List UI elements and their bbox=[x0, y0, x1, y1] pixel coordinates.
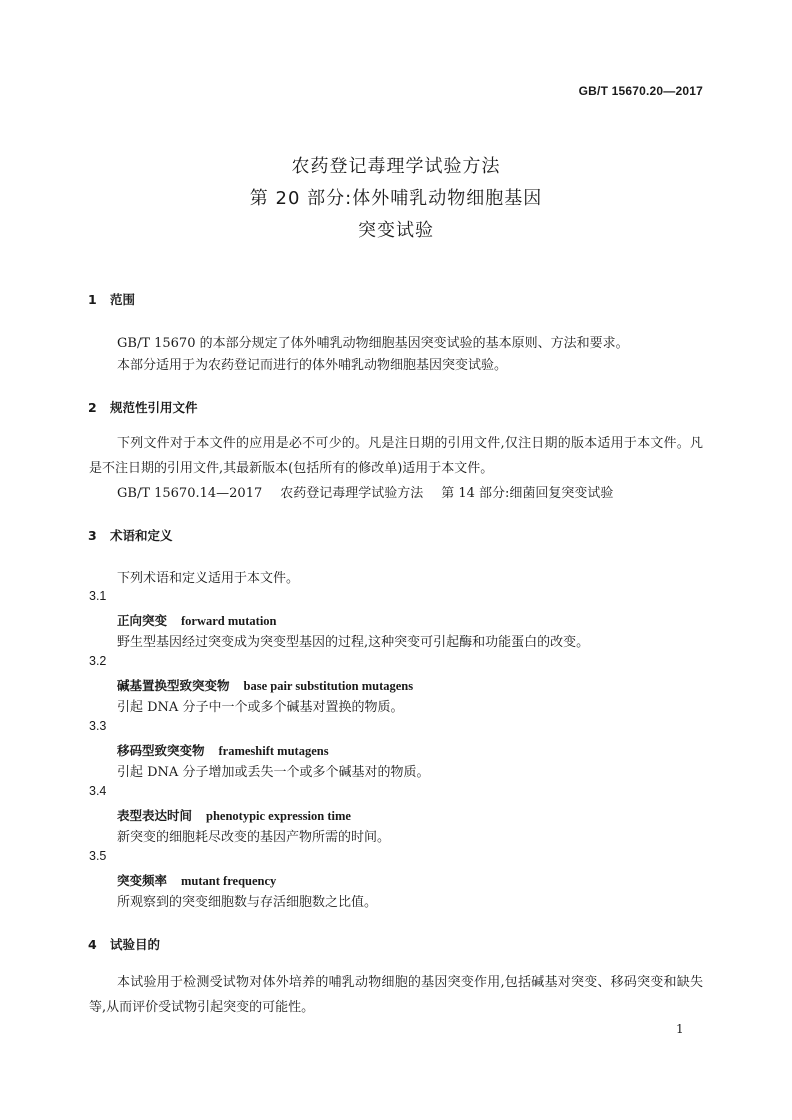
term-english: frameshift mutagens bbox=[218, 744, 329, 758]
section-heading-terms bbox=[88, 526, 173, 544]
paragraph: 本试验用于检测受试物对体外培养的哺乳动物细胞的基因突变作用,包括碱基对突变、移码突变和缺失等,从而评价受试物引起突变的可能性。 bbox=[89, 975, 703, 1015]
term-english: phenotypic expression time bbox=[206, 809, 351, 823]
section-number: 4 bbox=[88, 937, 97, 952]
term-number: 3.4 bbox=[89, 784, 107, 798]
term-definition: 新突变的细胞耗尽改变的基因产物所需的时间。 bbox=[117, 830, 391, 845]
term-chinese: 表型表达时间 bbox=[117, 808, 193, 823]
term-english: mutant frequency bbox=[181, 874, 277, 888]
reference-title: 农药登记毒理学试验方法 bbox=[280, 486, 424, 501]
paragraph: 下列术语和定义适用于本文件。 bbox=[117, 571, 300, 586]
section-heading-normative-references bbox=[88, 398, 198, 416]
term-number: 3.5 bbox=[89, 849, 107, 863]
term-heading bbox=[117, 676, 413, 694]
reference-part: 第 14 部分:细菌回复突变试验 bbox=[441, 486, 614, 501]
term-definition: 引起 DNA 分子中一个或多个碱基对置换的物质。 bbox=[117, 700, 404, 715]
paragraph: GB/T 15670 的本部分规定了体外哺乳动物细胞基因突变试验的基本原则、方法和要求。 bbox=[117, 336, 629, 351]
section-heading-scope bbox=[88, 290, 135, 308]
term-number: 3.1 bbox=[89, 589, 107, 603]
document-title-line-1: 农药登记毒理学试验方法 bbox=[291, 156, 501, 177]
paragraph: 下列文件对于本文件的应用是必不可少的。凡是注日期的引用文件,仅注日期的版本适用于本文件。凡是不注日期的引用文件,其最新版本(包括所有的修改单)适用于本文件。 bbox=[89, 436, 703, 476]
section-number: 1 bbox=[88, 292, 97, 307]
term-number: 3.2 bbox=[89, 654, 107, 668]
standard-number: GB/T 15670.20—2017 bbox=[578, 84, 703, 98]
term-heading bbox=[117, 741, 329, 759]
term-chinese: 突变频率 bbox=[117, 873, 168, 888]
section-number: 3 bbox=[88, 528, 97, 543]
term-heading bbox=[117, 871, 276, 889]
section-number: 2 bbox=[88, 400, 97, 415]
term-chinese: 正向突变 bbox=[117, 613, 168, 628]
page-number: 1 bbox=[676, 1022, 684, 1036]
document-title-line-2: 第 20 部分:体外哺乳动物细胞基因 bbox=[249, 188, 543, 209]
term-english: base pair substitution mutagens bbox=[243, 679, 414, 693]
term-chinese: 移码型致突变物 bbox=[117, 743, 205, 758]
term-number: 3.3 bbox=[89, 719, 107, 733]
section-title: 规范性引用文件 bbox=[110, 400, 198, 415]
term-english: forward mutation bbox=[181, 614, 277, 628]
term-heading bbox=[117, 611, 277, 629]
paragraph: 本部分适用于为农药登记而进行的体外哺乳动物细胞基因突变试验。 bbox=[117, 358, 508, 373]
term-definition: 所观察到的突变细胞数与存活细胞数之比值。 bbox=[117, 895, 378, 910]
term-chinese: 碱基置换型致突变物 bbox=[117, 678, 230, 693]
term-definition: 引起 DNA 分子增加或丢失一个或多个碱基对的物质。 bbox=[117, 765, 430, 780]
term-definition: 野生型基因经过突变成为突变型基因的过程,这种突变可引起酶和功能蛋白的改变。 bbox=[117, 635, 590, 650]
section-title: 范围 bbox=[110, 292, 136, 307]
section-title: 试验目的 bbox=[110, 937, 161, 952]
reference-entry bbox=[117, 482, 613, 501]
reference-number: GB/T 15670.14—2017 bbox=[117, 486, 263, 501]
section-title: 术语和定义 bbox=[110, 528, 173, 543]
section-heading-purpose bbox=[88, 935, 160, 953]
term-heading bbox=[117, 806, 351, 824]
document-title-line-3: 突变试验 bbox=[358, 220, 434, 241]
